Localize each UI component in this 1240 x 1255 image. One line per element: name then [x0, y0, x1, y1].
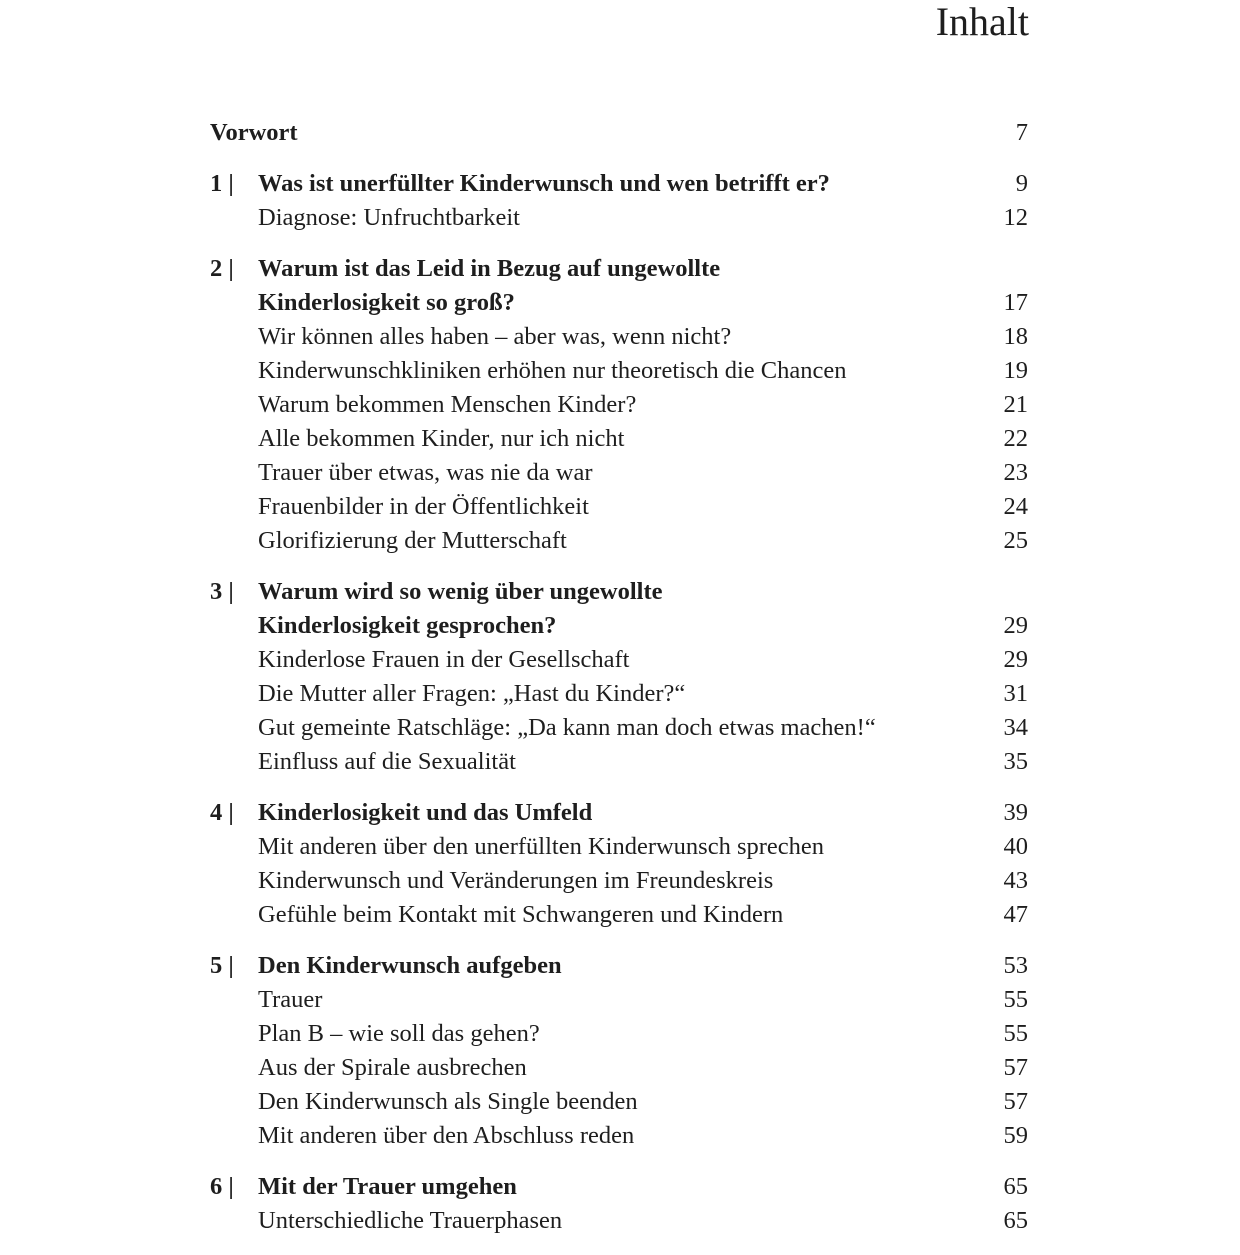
toc-group-chapter-3 — [210, 575, 1030, 779]
toc-page-number: 29 — [1003, 646, 1028, 673]
chapter-number: 6 | — [210, 1173, 234, 1200]
toc-group-chapter-2 — [210, 252, 1030, 558]
toc-section-entry[interactable] — [210, 388, 1030, 422]
toc-page-number: 65 — [1003, 1173, 1028, 1200]
page-title: Inhalt — [935, 0, 1029, 44]
toc-group-chapter-6 — [210, 1170, 1030, 1238]
chapter-number: 5 | — [210, 952, 234, 979]
toc-page-number: 7 — [1015, 119, 1028, 146]
chapter-title: Kinderlosigkeit so groß? — [258, 289, 515, 316]
toc-chapter-heading[interactable] — [210, 609, 1030, 643]
toc-page-number: 34 — [1003, 714, 1028, 741]
section-title: Kinderwunschkliniken erhöhen nur theoretisch die Chancen — [258, 357, 847, 384]
toc-chapter-heading[interactable] — [210, 252, 1030, 286]
toc-page-number: 17 — [1003, 289, 1028, 316]
section-title: Plan B – wie soll das gehen? — [258, 1020, 540, 1047]
section-title: Kinderlose Frauen in der Gesellschaft — [258, 646, 630, 673]
section-title: Mit anderen über den unerfüllten Kinderwunsch sprechen — [258, 833, 825, 860]
toc-group-chapter-1 — [210, 167, 1030, 235]
toc-section-entry[interactable] — [210, 422, 1030, 456]
table-of-contents — [210, 116, 1030, 1255]
toc-section-entry[interactable] — [210, 745, 1030, 779]
toc-page-number: 25 — [1003, 527, 1028, 554]
toc-page-number: 65 — [1003, 1207, 1028, 1234]
section-title: Den Kinderwunsch als Single beenden — [258, 1088, 638, 1115]
chapter-number: 4 | — [210, 799, 234, 826]
section-title: Kinderwunsch und Veränderungen im Freundeskreis — [258, 867, 774, 894]
toc-page-number: 23 — [1003, 459, 1028, 486]
toc-section-entry[interactable] — [210, 320, 1030, 354]
toc-section-entry[interactable] — [210, 1085, 1030, 1119]
toc-page-number: 29 — [1003, 612, 1028, 639]
chapter-number: 2 | — [210, 255, 234, 282]
toc-page-number: 57 — [1003, 1054, 1028, 1081]
toc-section-entry[interactable] — [210, 1051, 1030, 1085]
toc-chapter-heading[interactable] — [210, 1170, 1030, 1204]
toc-chapter-heading[interactable] — [210, 949, 1030, 983]
toc-entry-vorwort[interactable] — [210, 116, 1030, 150]
chapter-title: Mit der Trauer umgehen — [258, 1173, 517, 1200]
section-title: Wir können alles haben – aber was, wenn nicht? — [258, 323, 732, 350]
toc-page-number: 55 — [1003, 986, 1028, 1013]
toc-chapter-heading[interactable] — [210, 575, 1030, 609]
toc-section-entry[interactable] — [210, 864, 1030, 898]
toc-page-number: 43 — [1003, 867, 1028, 894]
section-title: Die Mutter aller Fragen: „Hast du Kinder?“ — [258, 680, 686, 707]
toc-section-entry[interactable] — [210, 983, 1030, 1017]
toc-group-vorwort — [210, 116, 1030, 150]
toc-section-entry[interactable] — [210, 456, 1030, 490]
toc-section-entry[interactable] — [210, 1119, 1030, 1153]
section-title: Gut gemeinte Ratschläge: „Da kann man doch etwas machen!“ — [258, 714, 876, 741]
section-title: Gefühle beim Kontakt mit Schwangeren und Kindern — [258, 901, 784, 928]
toc-page-number: 19 — [1003, 357, 1028, 384]
toc-section-entry[interactable] — [210, 201, 1030, 235]
chapter-number: 3 | — [210, 578, 234, 605]
chapter-title: Was ist unerfüllter Kinderwunsch und wen betrifft er? — [258, 170, 830, 197]
toc-page-number: 18 — [1003, 323, 1028, 350]
chapter-title: Warum ist das Leid in Bezug auf ungewollte — [258, 255, 721, 282]
toc-section-entry[interactable] — [210, 1017, 1030, 1051]
toc-section-entry[interactable] — [210, 643, 1030, 677]
toc-page-number: 40 — [1003, 833, 1028, 860]
toc-entry-label: Vorwort — [210, 119, 298, 146]
toc-page-number: 35 — [1003, 748, 1028, 775]
toc-page-number: 53 — [1003, 952, 1028, 979]
section-title: Trauer — [258, 986, 323, 1013]
toc-page-number: 31 — [1003, 680, 1028, 707]
toc-section-entry[interactable] — [210, 524, 1030, 558]
chapter-number: 1 | — [210, 170, 234, 197]
toc-group-chapter-4 — [210, 796, 1030, 932]
toc-page-number: 12 — [1003, 204, 1028, 231]
toc-section-entry[interactable] — [210, 354, 1030, 388]
toc-section-entry[interactable] — [210, 898, 1030, 932]
section-title: Unterschiedliche Trauerphasen — [258, 1207, 563, 1234]
toc-chapter-heading[interactable] — [210, 286, 1030, 320]
toc-chapter-heading[interactable] — [210, 167, 1030, 201]
toc-chapter-heading[interactable] — [210, 796, 1030, 830]
toc-section-entry[interactable] — [210, 1204, 1030, 1238]
toc-section-entry[interactable] — [210, 830, 1030, 864]
toc-page-number: 55 — [1003, 1020, 1028, 1047]
toc-page-number: 21 — [1003, 391, 1028, 418]
section-title: Warum bekommen Menschen Kinder? — [258, 391, 637, 418]
toc-section-entry[interactable] — [210, 490, 1030, 524]
section-title: Einfluss auf die Sexualität — [258, 748, 516, 775]
chapter-title: Warum wird so wenig über ungewollte — [258, 578, 663, 605]
section-title: Aus der Spirale ausbrechen — [258, 1054, 527, 1081]
toc-page-number: 9 — [1015, 170, 1028, 197]
section-title: Mit anderen über den Abschluss reden — [258, 1122, 635, 1149]
toc-page-number: 39 — [1003, 799, 1028, 826]
toc-page-number: 57 — [1003, 1088, 1028, 1115]
toc-page-number: 59 — [1003, 1122, 1028, 1149]
chapter-title: Den Kinderwunsch aufgeben — [258, 952, 562, 979]
section-title: Diagnose: Unfruchtbarkeit — [258, 204, 520, 231]
toc-page-number: 47 — [1003, 901, 1028, 928]
toc-page-number: 22 — [1003, 425, 1028, 452]
chapter-title: Kinderlosigkeit und das Umfeld — [258, 799, 593, 826]
toc-section-entry[interactable] — [210, 677, 1030, 711]
section-title: Glorifizierung der Mutterschaft — [258, 527, 567, 554]
toc-group-chapter-5 — [210, 949, 1030, 1153]
toc-section-entry[interactable] — [210, 711, 1030, 745]
section-title: Frauenbilder in der Öffentlichkeit — [258, 493, 589, 520]
section-title: Trauer über etwas, was nie da war — [258, 459, 593, 486]
chapter-title: Kinderlosigkeit gesprochen? — [258, 612, 557, 639]
section-title: Alle bekommen Kinder, nur ich nicht — [258, 425, 625, 452]
toc-page-number: 24 — [1003, 493, 1028, 520]
